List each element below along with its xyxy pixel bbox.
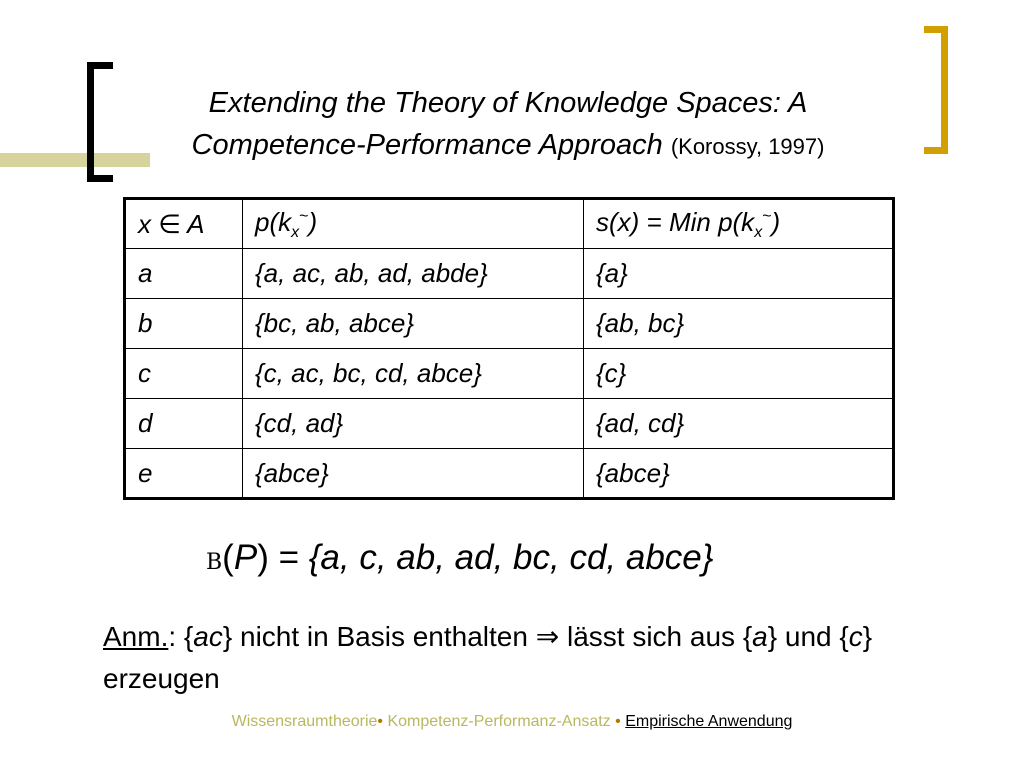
basis-symbol: B xyxy=(206,550,223,575)
header-s-tilde: ~ xyxy=(762,207,772,225)
note-text-3: } und { xyxy=(767,621,849,652)
header-p-tilde: ~ xyxy=(299,207,309,225)
formula-set: {a, c, ab, ad, bc, cd, abce} xyxy=(308,538,714,577)
basis-formula xyxy=(206,538,713,578)
table-cell: {ad, cd} xyxy=(584,399,894,449)
table-row xyxy=(125,449,894,499)
header-p-close: ) xyxy=(308,206,318,237)
note-ac: ac xyxy=(193,621,223,652)
header-p-text: p(k xyxy=(255,206,292,237)
footer-link-empirische-anwendung[interactable]: Empirische Anwendung xyxy=(625,713,793,730)
header-s-sub: x xyxy=(754,223,763,241)
table-cell: {bc, ab, abce} xyxy=(243,299,584,349)
table-row xyxy=(125,399,894,449)
footer-nav xyxy=(0,713,1024,731)
header-s-text: s(x) = Min p(k xyxy=(596,206,755,237)
formula-p: P xyxy=(233,538,258,577)
formula-open-paren: ( xyxy=(222,538,234,577)
table-cell: {abce} xyxy=(584,449,894,499)
header-x-text: x ∈ A xyxy=(138,208,205,239)
note-label: Anm. xyxy=(103,621,169,652)
table-cell: {ab, bc} xyxy=(584,299,894,349)
table-cell: e xyxy=(125,449,243,499)
header-cell-s xyxy=(584,199,894,249)
table-cell: {abce} xyxy=(243,449,584,499)
footer-item-wissensraumtheorie: Wissensraumtheorie xyxy=(231,713,378,730)
footer-bullet-icon: • xyxy=(615,713,621,730)
table-cell: a xyxy=(125,249,243,299)
footer-bullet-icon: • xyxy=(377,713,384,730)
slide-title xyxy=(118,82,898,168)
table-cell: {c} xyxy=(584,349,894,399)
right-bracket-decoration xyxy=(924,26,948,154)
table-header-row xyxy=(125,199,894,249)
table-cell: {c, ac, bc, cd, abce} xyxy=(243,349,584,399)
table-row xyxy=(125,349,894,399)
note-text-2: } nicht in Basis enthalten ⇒ lässt sich aus { xyxy=(222,621,753,652)
competence-table xyxy=(123,197,895,500)
table-cell: {a} xyxy=(584,249,894,299)
note-c: c xyxy=(848,621,863,652)
table-cell: d xyxy=(125,399,243,449)
table-cell: c xyxy=(125,349,243,399)
title-line-2: Competence-Performance Approach xyxy=(191,129,663,161)
table-cell: {cd, ad} xyxy=(243,399,584,449)
note-text-4: } erzeugen xyxy=(103,621,873,694)
table-cell: {a, ac, ab, ad, abde} xyxy=(243,249,584,299)
table-row xyxy=(125,249,894,299)
title-source: (Korossy, 1997) xyxy=(670,134,825,159)
left-bracket-decoration xyxy=(87,62,113,182)
note-a: a xyxy=(752,621,768,652)
formula-equals: = xyxy=(268,538,309,577)
formula-close-paren: ) xyxy=(257,538,269,577)
annotation-note xyxy=(103,616,963,700)
header-cell-p xyxy=(243,199,584,249)
title-line-1: Extending the Theory of Knowledge Spaces: A xyxy=(208,87,808,119)
header-s-close: ) xyxy=(771,206,781,237)
header-cell-x xyxy=(125,199,243,249)
table-row xyxy=(125,299,894,349)
note-text-1: : { xyxy=(168,621,194,652)
header-p-sub: x xyxy=(291,223,300,241)
table-cell: b xyxy=(125,299,243,349)
footer-item-kompetenz: Kompetenz-Performanz-Ansatz xyxy=(383,713,616,730)
